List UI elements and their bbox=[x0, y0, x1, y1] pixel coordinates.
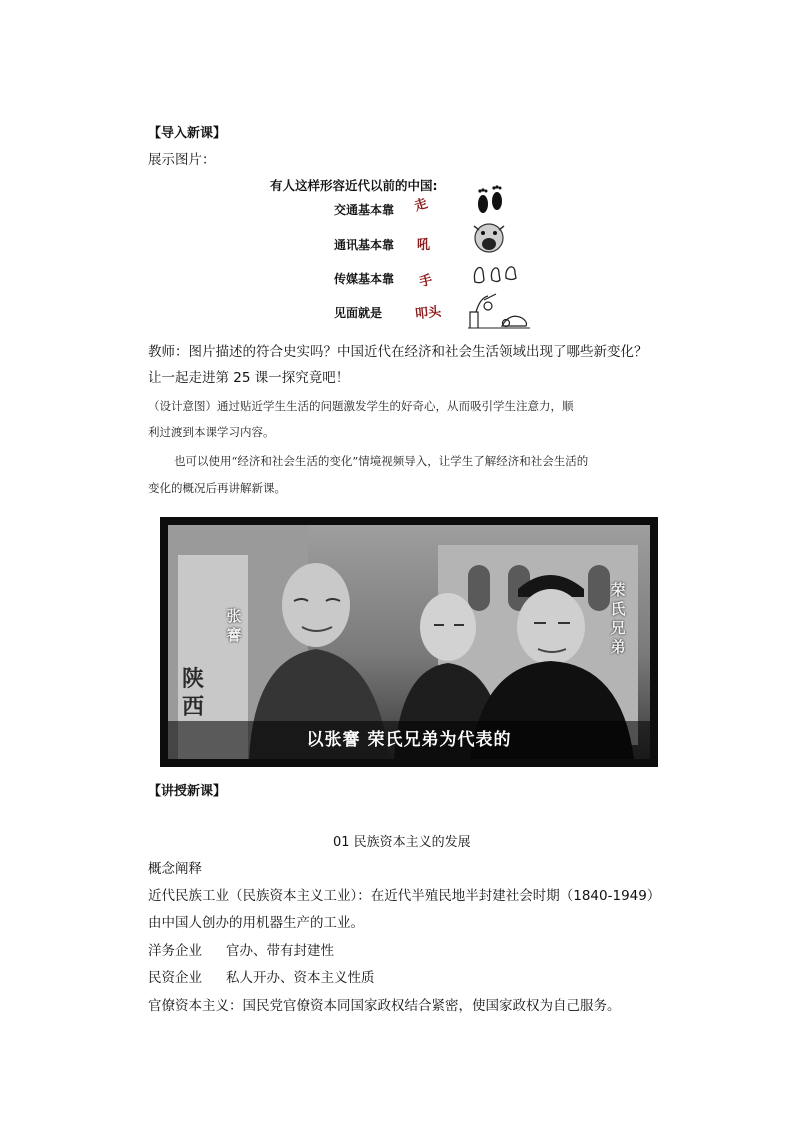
historical-photo bbox=[160, 517, 658, 767]
definition-line2: 由中国人创办的用机器生产的工业。 bbox=[148, 915, 364, 931]
yangwu-description: 官办、带有封建性 bbox=[226, 943, 334, 959]
intro-row-word: 吼 bbox=[417, 238, 431, 253]
intro-row-label: 见面就是 bbox=[334, 306, 383, 320]
hands-icon bbox=[470, 262, 520, 288]
show-picture-label: 展示图片： bbox=[148, 152, 216, 168]
teacher-question-line2: 让一起走进第 25 课一探究竟吧！ bbox=[148, 370, 350, 386]
design-intent-line1: （设计意图）通过贴近学生生活的问题激发学生的好奇心，从而吸引学生注意力，顺 bbox=[148, 399, 574, 413]
name-zhang-jian: 张謇 bbox=[226, 607, 242, 644]
intro-row-word: 手 bbox=[417, 272, 434, 291]
design-intent-line2: 利过渡到本课学习内容。 bbox=[148, 425, 275, 439]
kowtow-icon bbox=[466, 290, 532, 330]
intro-row-word: 走 bbox=[412, 196, 430, 215]
footprints-icon bbox=[474, 182, 506, 216]
video-suggestion-line2: 变化的概况后再讲解新课。 bbox=[148, 481, 286, 495]
intro-row-label: 交通基本靠 bbox=[334, 203, 395, 217]
section-title: 01 民族资本主义的发展 bbox=[333, 835, 471, 850]
intro-row-label: 通讯基本靠 bbox=[334, 238, 395, 252]
concept-label: 概念阐释 bbox=[148, 861, 202, 877]
minzi-description: 私人开办、资本主义性质 bbox=[226, 970, 375, 986]
minzi-term: 民资企业 bbox=[148, 970, 202, 986]
video-suggestion-line1: 也可以使用“经济和社会生活的变化”情境视频导入，让学生了解经济和社会生活的 bbox=[174, 454, 589, 468]
yangwu-term: 洋务企业 bbox=[148, 943, 202, 959]
photo-caption: 以张謇 荣氏兄弟为代表的 bbox=[306, 730, 512, 750]
name-rong-brothers: 荣氏兄弟 bbox=[610, 581, 626, 656]
intro-heading: 【导入新课】 bbox=[148, 126, 227, 141]
intro-row-word: 叩头 bbox=[414, 304, 442, 323]
sign-characters: 陕西 bbox=[181, 666, 204, 720]
teacher-question-line1: 教师：图片描述的符合史实吗？中国近代在经济和社会生活领域出现了哪些新变化？ bbox=[148, 344, 648, 360]
shouting-face-icon bbox=[472, 220, 506, 256]
lecture-heading: 【讲授新课】 bbox=[148, 784, 227, 799]
intro-picture-title: 有人这样形容近代以前的中国: bbox=[270, 178, 438, 193]
intro-row-label: 传媒基本靠 bbox=[334, 272, 395, 286]
intro-picture bbox=[262, 172, 532, 330]
definition-line1: 近代民族工业（民族资本主义工业）：在近代半殖民地半封建社会时期（1840-1949） bbox=[148, 888, 661, 904]
bureaucrat-capitalism: 官僚资本主义：国民党官僚资本同国家政权结合紧密，使国家政权为自己服务。 bbox=[148, 998, 621, 1014]
